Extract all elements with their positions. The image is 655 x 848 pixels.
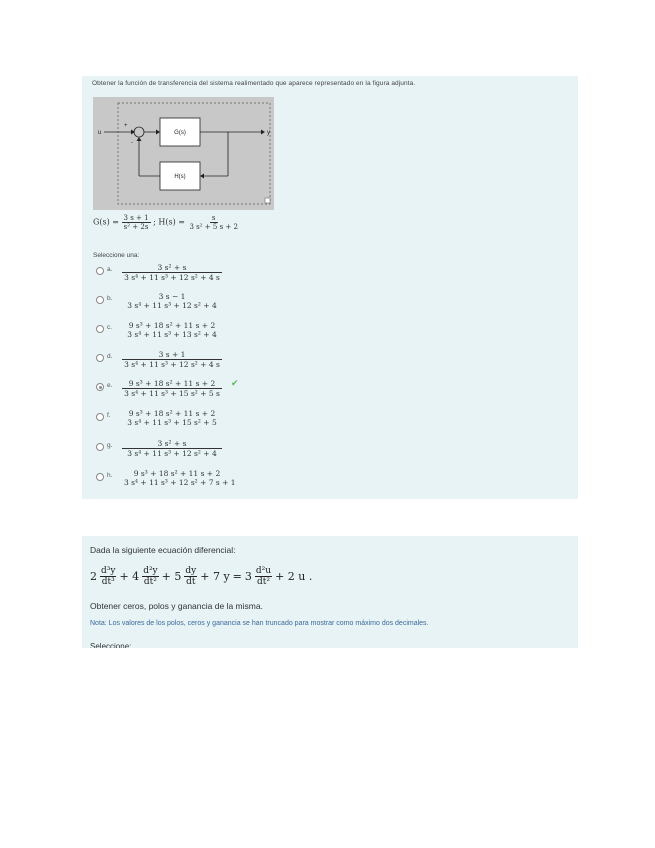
eq-numerator: dy — [185, 566, 197, 576]
option-denominator: 3 s⁴ + 11 s³ + 12 s² + 4 — [127, 449, 217, 458]
question-2-note: Nota: Los valores de los polos, ceros y ganancia se han truncado para mostrar como máximo dos decimales. — [90, 620, 429, 627]
option-letter: c. — [107, 324, 113, 331]
h-input-arrow — [200, 174, 204, 179]
radio-d[interactable] — [96, 354, 104, 362]
option-letter: e. — [107, 382, 113, 389]
option-letter: a. — [107, 266, 113, 273]
option-fraction — [122, 409, 222, 427]
eq-denominator: dt — [186, 577, 196, 587]
eq-numerator: d³y — [101, 566, 116, 576]
eq-denominator: dt³ — [101, 577, 115, 587]
g-denominator: s² + 2s — [123, 223, 149, 231]
block-diagram-svg — [93, 97, 274, 210]
plus-sign: + — [124, 123, 128, 129]
option-numerator: 3 s² + s — [122, 263, 222, 273]
option-fraction — [122, 263, 222, 282]
feedback-arrow — [137, 137, 142, 141]
option-denominator: 3 s⁴ + 11 s³ + 12 s² + 4 s — [124, 273, 220, 282]
option-numerator: 3 s + 1 — [122, 350, 222, 360]
eq-term-rhs-2: + 2 u . — [275, 570, 313, 583]
option-numerator: 3 s − 1 — [158, 292, 186, 301]
eq-coef-rhs: 3 — [244, 570, 252, 583]
select-one-label: Seleccione una: — [93, 252, 140, 259]
question-2-task: Obtener ceros, polos y ganancia de la misma. — [90, 601, 263, 611]
eq-d2y-fraction — [142, 566, 158, 587]
differential-equation — [90, 566, 312, 587]
radio-h[interactable] — [96, 473, 104, 481]
eq-numerator: d²u — [255, 566, 272, 576]
minus-sign: - — [131, 140, 133, 146]
radio-f[interactable] — [96, 413, 104, 421]
option-denominator: 3 s⁴ + 11 s³ + 12 s² + 7 s + 1 — [124, 478, 236, 487]
option-denominator: 3 s⁴ + 11 s³ + 12 s² + 4 — [127, 301, 217, 310]
g-fraction — [122, 214, 151, 231]
eq-equals: = — [232, 570, 242, 583]
option-letter: f. — [107, 412, 111, 419]
g-label: G(s) = — [93, 217, 119, 227]
option-fraction — [122, 321, 222, 339]
eq-term-3-coef: + 5 — [161, 570, 182, 583]
separator: ; — [153, 217, 156, 227]
feedback-block-label: H(s) — [174, 174, 186, 180]
correct-check-icon: ✔ — [231, 378, 239, 388]
option-fraction — [122, 379, 222, 398]
block-diagram — [93, 97, 274, 210]
option-numerator: 3 s² + s — [122, 439, 222, 449]
h-fraction — [188, 214, 240, 231]
option-letter: h. — [107, 472, 113, 479]
g-input-arrow — [156, 130, 160, 135]
option-denominator: 3 s⁴ + 11 s³ + 15 s² + 5 s — [124, 389, 220, 398]
eq-coef-1: 2 — [90, 570, 97, 583]
h-label: H(s) = — [158, 217, 185, 227]
eq-denominator: dt² — [256, 577, 270, 587]
radio-e-selected[interactable] — [96, 383, 104, 391]
radio-a[interactable] — [96, 267, 104, 275]
summing-junction — [134, 127, 144, 137]
option-denominator: 3 s⁴ + 11 s³ + 15 s² + 5 — [127, 418, 217, 427]
option-letter: g. — [107, 442, 113, 449]
g-numerator: 3 s + 1 — [123, 214, 149, 222]
option-letter: b. — [107, 295, 113, 302]
radio-c[interactable] — [96, 325, 104, 333]
radio-g[interactable] — [96, 443, 104, 451]
question-2-intro: Dada la siguiente ecuación diferencial: — [90, 545, 236, 555]
forward-block-label: G(s) — [174, 130, 186, 136]
output-arrow — [261, 130, 265, 135]
option-numerator: 9 s³ + 18 s² + 11 s + 2 — [128, 321, 216, 330]
option-fraction — [122, 350, 222, 369]
option-letter: d. — [107, 353, 113, 360]
input-label: u — [98, 130, 102, 136]
h-numerator: s — [211, 214, 216, 222]
option-fraction — [122, 439, 222, 458]
option-numerator: 9 s³ + 18 s² + 11 s + 2 — [128, 409, 216, 418]
eq-denominator: dt² — [143, 577, 157, 587]
eq-dy-fraction — [184, 566, 197, 587]
option-denominator: 3 s⁴ + 11 s³ + 12 s² + 4 s — [124, 360, 220, 369]
resize-handle-icon — [265, 198, 270, 203]
eq-term-4: + 7 y — [200, 570, 230, 583]
option-denominator: 3 s⁴ + 11 s³ + 13 s² + 4 — [127, 330, 217, 339]
option-numerator: 9 s³ + 18 s² + 11 s + 2 — [122, 379, 222, 389]
output-label: y — [267, 130, 270, 136]
eq-d2u-fraction — [255, 566, 272, 587]
h-denominator: 3 s² + 5 s + 2 — [189, 223, 238, 231]
eq-term-2-coef: + 4 — [119, 570, 140, 583]
question-2-cut-text: Seleccione: — [90, 642, 132, 648]
eq-d3y-fraction — [100, 566, 116, 587]
option-fraction — [122, 469, 236, 487]
question-1-prompt: Obtener la función de transferencia del sistema realimentado que aparece representado en la figura adjunta. — [92, 80, 416, 87]
eq-numerator: d²y — [143, 566, 158, 576]
given-transfer-functions — [93, 214, 240, 231]
radio-b[interactable] — [96, 296, 104, 304]
option-fraction — [122, 292, 222, 310]
option-numerator: 9 s³ + 18 s² + 11 s + 2 — [133, 469, 221, 478]
